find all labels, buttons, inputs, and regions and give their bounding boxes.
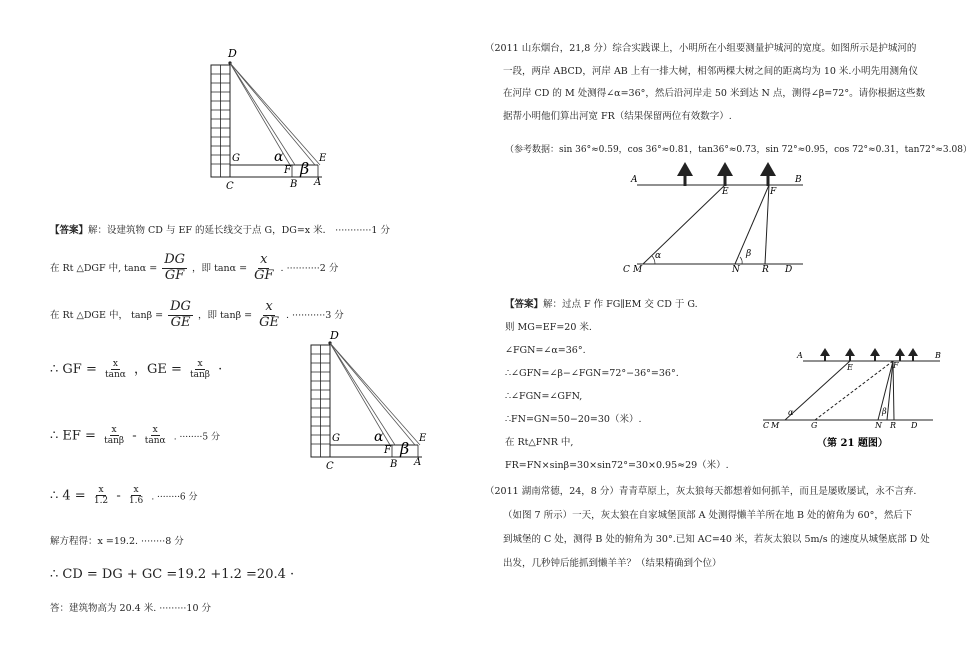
answer-text: 解：设建筑物 CD 与 EF 的延长线交于点 G，DG=x 米． ············1 分 [88,225,390,236]
eq4-score: . ········5 分 [173,432,220,443]
answer-2 [505,293,729,477]
label-A: A [314,177,322,188]
eq-line-5 [50,485,198,507]
label-beta: β [746,249,752,259]
label-alpha: α [655,251,662,261]
label-C: C [226,181,234,192]
label-E: E [847,363,853,372]
eq5-a: ∴ 4 = [50,488,86,504]
eq4-a: ∴ EF = [50,428,96,444]
frac-dg-ge [168,300,193,331]
frac-num: x [265,299,273,314]
label-M: M [771,421,780,430]
frac-den: GE [170,314,191,330]
label-N: N [875,421,882,430]
tree-icons [677,162,776,186]
question-1 [485,38,925,128]
frac-den: tanβ [104,436,125,447]
label-F: F [384,445,391,456]
frac-x-tanb [188,359,212,381]
label-B: B [290,179,298,190]
eq1-prefix: 在 Rt △DGF 中, tanα = [50,262,158,274]
ans-line: ∴∠GFN=∠β−∠FGN=72°−36°=36°. [505,368,679,379]
label-G: G [811,421,818,430]
label-R: R [762,265,769,275]
label-B: B [935,351,941,360]
eq-line-3 [50,358,222,380]
q1-line: （2011 山东烟台，21,8 分）综合实践课上，小明所在小组要测量护城河的宽度。如图所示是护城河的 [485,43,917,54]
frac-den: tanβ [190,370,211,380]
frac-num: x [152,425,158,435]
frac-dg-gf [162,253,187,284]
label-D: D [911,421,918,430]
eq3-b: ，GE = [133,362,182,377]
label-beta: β [300,159,310,178]
building-figure-1-copy [300,325,440,470]
frac-x-tana-2 [143,425,168,447]
label-B: B [795,175,802,185]
label-M: M [633,265,643,275]
frac-x-1-2 [92,485,110,507]
q2-line: 到城堡的 C 处，测得 B 处的俯角为 30°.已知 AC=40 米，若灰太狼以 5m/s 的速度从城堡底部 D 处 [503,534,930,545]
q1-line: 在河岸 CD 的 M 处测得∠α=36°，然后沿河岸走 50 米到达 N 点，测得∠β=72°。请你根据这些数 [503,88,926,99]
eq1-mid: ，即 tanα = [192,262,248,274]
ans-line: 解：过点 F 作 FG∥EM 交 CD 于 G. [543,299,698,310]
frac-den: tanα [104,370,126,380]
eq2-score: . ···········3 分 [285,309,344,321]
label-A: A [631,175,638,185]
frac-num: DG [170,299,191,314]
ans-line: ∠FGN=∠α=36°. [505,345,586,356]
q2-line: （如图 7 所示）一天，灰太狼在自家城堡顶部 A 处测得懒羊羊所在地 B 处的俯角为 60°，然后下 [503,510,913,521]
q2-line: （2011 湖南常德，24，8 分）青青草原上，灰太狼每天都想着如何抓羊，而且是屡败屡试，永不言弃. [485,486,917,497]
label-N: N [732,265,740,275]
label-alpha: α [274,149,284,165]
label-G: G [332,433,340,444]
label-D: D [785,265,793,275]
ans-line: 在 Rt△FNR 中, [505,437,574,448]
eq3-a: ∴ GF = [50,362,97,377]
label-beta: β [882,407,887,416]
label-D: D [228,47,237,60]
eq5-minus: - [116,488,121,504]
frac-den: GE [259,314,279,330]
frac-den: GF [254,267,274,283]
label-F: F [893,361,899,370]
q2-line: 出发，几秒钟后能抓到懒羊羊？（结果精确到个位） [503,558,722,569]
frac-num: x [98,485,104,495]
eq-line-4 [50,425,220,447]
frac-den: 1.6 [128,496,144,507]
label-E: E [722,187,729,197]
frac-num: x [260,252,268,267]
label-A: A [414,457,422,468]
frac-den: tanα [144,436,166,447]
eq3-end: · [218,362,223,377]
eq5-score: . ········6 分 [151,492,198,503]
answer-intro [50,222,390,236]
q1-line: 据帮小明他们算出河宽 FR（结果保留两位有效数字）. [503,110,732,122]
reference-data: （参考数据：sin 36°≈0.59，cos 36°≈0.81，tan36°≈0.73，sin 72°≈0.95，cos 72°≈0.31，tan72°≈3.08） [505,145,972,155]
answer-tag: 【答案】 [50,225,89,236]
eq2-prefix: 在 Rt △DGE 中， tanβ = [50,309,164,321]
frac-den: 1.2 [93,496,109,507]
eq1-score: . ···········2 分 [280,262,339,274]
label-E: E [419,433,427,444]
frac-x-gf [252,253,275,284]
frac-num: x [133,485,139,495]
answer-tag-2: 【答案】 [505,299,544,310]
figure-caption: （第 21 题图） [817,438,888,449]
label-B: B [390,459,398,470]
ans-line: 则 MG=EF=20 米. [505,322,592,333]
label-F: F [284,165,291,176]
label-R: R [890,421,897,430]
question-2 [485,480,930,576]
frac-num: DG [164,252,186,267]
label-G: G [232,153,240,164]
solve-line: 解方程得：x =19.2. ········8 分 [50,536,184,547]
frac-x-tana [103,359,128,381]
label-F: F [770,187,777,197]
tree-icons [820,348,918,361]
final-answer-line: 答：建筑物高为 20.4 米. ·········10 分 [50,603,212,614]
label-beta: β [400,439,410,458]
frac-num: x [197,358,203,369]
cd-result-line: ∴ CD = DG + GC =19.2 +1.2 =20.4 · [50,567,295,582]
label-A: A [797,351,803,360]
river-figure-with-g [755,340,945,455]
frac-x-ge [257,300,281,331]
frac-x-tanb-2 [102,425,126,447]
ans-line: ∴∠FGN=∠GFN, [505,391,583,402]
label-D: D [330,329,339,342]
q1-line: 一段，两岸 ABCD，河岸 AB 上有一排大树，相邻两棵大树之间的距离均为 10 米.小明先用测角仪 [503,65,918,77]
eq-line-1 [50,253,338,284]
eq4-minus: - [132,428,137,444]
label-C: C [763,421,770,430]
building-figure-1 [200,45,340,190]
label-C: C [623,265,630,275]
label-C: C [326,461,334,472]
label-E: E [319,153,327,164]
ans-line: FR=FN×sinβ=30×sin72°=30×0.95≈29（米）. [505,460,729,471]
frac-den: GF [164,267,185,283]
label-alpha: α [788,408,794,417]
frac-num: x [111,425,117,435]
label-alpha: α [374,429,384,445]
frac-x-1-6 [127,485,145,507]
eq2-mid: ，即 tanβ = [197,309,253,321]
ans-line: ∴FN=GN=50−20=30（米）. [505,414,642,425]
frac-num: x [112,358,118,369]
river-figure [625,158,815,278]
